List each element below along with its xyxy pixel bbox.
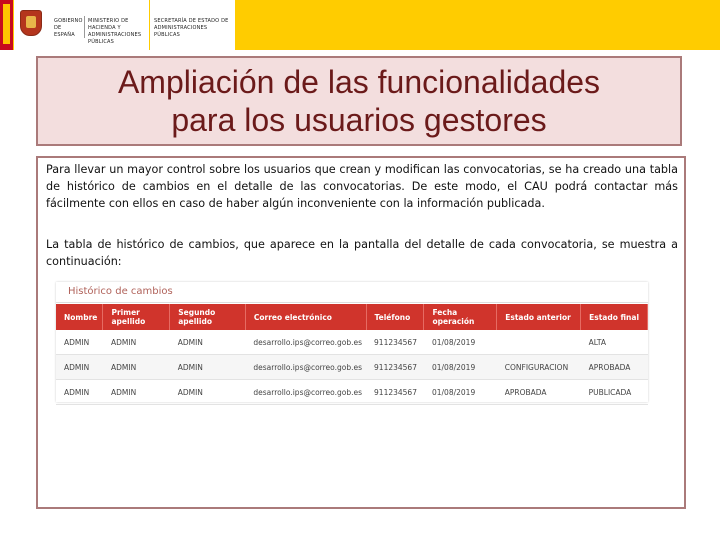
table-cell: PUBLICADA — [581, 380, 648, 405]
column-header: Fecha operación — [424, 304, 497, 330]
history-table-title: Histórico de cambios — [68, 286, 173, 297]
table-cell: 01/08/2019 — [424, 380, 497, 405]
government-logo — [14, 0, 149, 50]
table-cell: ADMIN — [56, 380, 103, 405]
table-cell: 911234567 — [366, 355, 424, 380]
table-row — [56, 330, 648, 355]
column-header: Primer apellido — [103, 304, 170, 330]
column-header: Segundo apellido — [170, 304, 246, 330]
table-cell: 01/08/2019 — [424, 330, 497, 355]
coat-of-arms-icon — [20, 10, 42, 36]
table-cell: CONFIGURACION — [497, 355, 581, 380]
history-table-screenshot — [56, 282, 648, 402]
content-box — [36, 156, 686, 509]
secretariat-logo — [150, 0, 235, 50]
ministry-name: MINISTERIO DE HACIENDA Y ADMINISTRACIONES PÚBLICAS — [88, 18, 142, 45]
gov-line-2: DE ESPAÑA — [54, 25, 75, 38]
table-row — [56, 380, 648, 405]
table-cell: 911234567 — [366, 380, 424, 405]
flag-strip — [0, 0, 13, 50]
history-table — [56, 304, 648, 405]
table-cell: ADMIN — [103, 380, 170, 405]
table-cell: 911234567 — [366, 330, 424, 355]
table-cell: ADMIN — [103, 355, 170, 380]
table-cell: APROBADA — [497, 380, 581, 405]
table-cell: ADMIN — [56, 330, 103, 355]
table-cell: APROBADA — [581, 355, 648, 380]
divider — [84, 16, 85, 38]
header-band — [0, 0, 720, 50]
table-cell: ADMIN — [56, 355, 103, 380]
column-header: Teléfono — [366, 304, 424, 330]
column-header: Estado anterior — [497, 304, 581, 330]
title-line-1: Ampliación de las funcionalidades — [117, 64, 601, 100]
title-line-2: para los usuarios gestores — [171, 102, 547, 138]
table-cell: ADMIN — [170, 355, 246, 380]
column-header: Nombre — [56, 304, 103, 330]
table-header-row — [56, 304, 648, 330]
table-cell: 01/08/2019 — [424, 355, 497, 380]
table-cell — [497, 330, 581, 355]
table-row — [56, 355, 648, 380]
column-header: Estado final — [581, 304, 648, 330]
slide-title — [118, 63, 600, 139]
table-cell: desarrollo.ips@correo.gob.es — [245, 330, 366, 355]
table-cell: ALTA — [581, 330, 648, 355]
table-cell: desarrollo.ips@correo.gob.es — [245, 355, 366, 380]
paragraph-1: Para llevar un mayor control sobre los usuarios que crean y modifican las convocatorias, se ha creado una tabla de histórico de cambios en el detalle de las convocatorias. De este modo, el CAU podrá contactar más fácilmente con ellos en caso de haber algún inconveniente con la información publicada. — [46, 163, 678, 210]
slide-title-box — [36, 56, 682, 146]
column-header: Correo electrónico — [245, 304, 366, 330]
secretariat-name: SECRETARÍA DE ESTADO DE ADMINISTRACIONES PÚBLICAS — [154, 18, 229, 38]
table-cell: ADMIN — [170, 330, 246, 355]
table-cell: desarrollo.ips@correo.gob.es — [245, 380, 366, 405]
gov-line-1: GOBIERNO — [54, 18, 83, 24]
table-cell: ADMIN — [103, 330, 170, 355]
table-cell: ADMIN — [170, 380, 246, 405]
paragraph-2: La tabla de histórico de cambios, que aparece en la pantalla del detalle de cada convocatoria, se muestra a continuación: — [46, 238, 678, 268]
